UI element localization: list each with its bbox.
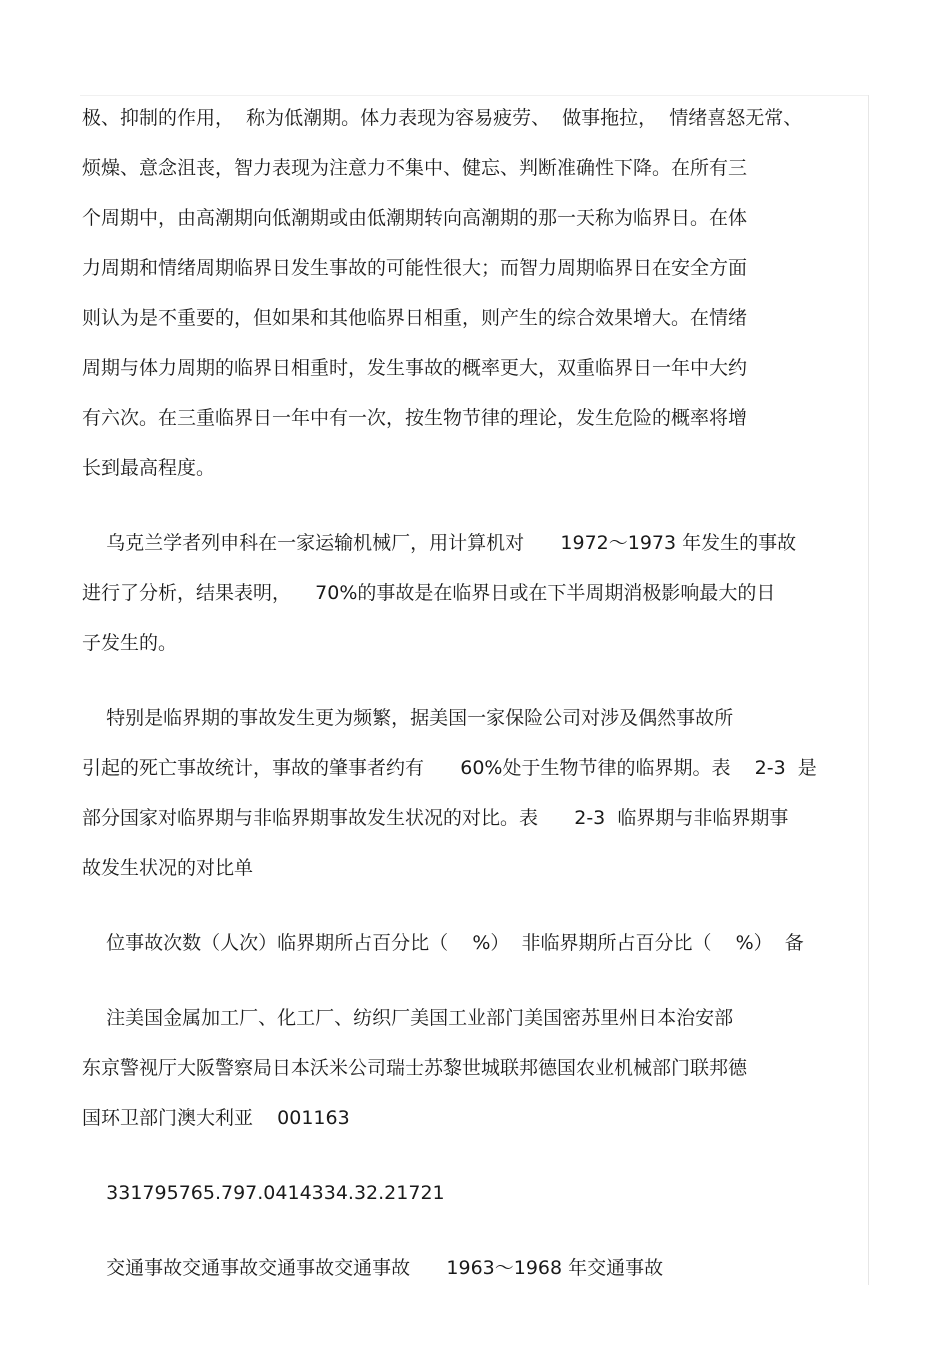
text-line: 位事故次数（人次）临界期所占百分比（ %） 非临界期所占百分比（ %） 备: [82, 932, 804, 954]
text-line: 国环卫部门澳大利亚 001163: [82, 1107, 350, 1129]
text-line: 长到最高程度。: [82, 457, 216, 479]
text-line: 有六次。在三重临界日一年中有一次，按生物节律的理论，发生危险的概率将增: [82, 407, 748, 429]
text-line: 进行了分析，结果表明， 70%的事故是在临界日或在下半周期消极影响最大的日: [82, 582, 776, 604]
text-line: 特别是临界期的事故发生更为频繁，据美国一家保险公司对涉及偶然事故所: [82, 707, 734, 729]
text-line: 331795765.797.0414334.32.21721: [82, 1182, 445, 1204]
text-line: 则认为是不重要的，但如果和其他临界日相重，则产生的综合效果增大。在情绪: [82, 307, 748, 329]
text-line: 个周期中，由高潮期向低潮期或由低潮期转向高潮期的那一天称为临界日。在体: [82, 207, 748, 229]
text-line: 部分国家对临界期与非临界期事故发生状况的对比。表 2-3 临界期与非临界期事: [82, 807, 789, 829]
text-line: 周期与体力周期的临界日相重时，发生事故的概率更大，双重临界日一年中大约: [82, 357, 748, 379]
page-top-edge: [80, 95, 869, 96]
page-right-edge: [868, 95, 869, 1285]
text-line: 极、抑制的作用， 称为低潮期。体力表现为容易疲劳、 做事拖拉， 情绪喜怒无常、: [82, 107, 803, 129]
text-line: 子发生的。: [82, 632, 178, 654]
text-line: 东京警视厅大阪警察局日本沃米公司瑞士苏黎世城联邦德国农业机械部门联邦德: [82, 1057, 748, 1079]
text-line: 烦燥、意念沮丧，智力表现为注意力不集中、健忘、判断准确性下降。在所有三: [82, 157, 748, 179]
text-line: 故发生状况的对比单: [82, 857, 254, 879]
text-line: 注美国金属加工厂、化工厂、纺织厂美国工业部门美国密苏里州日本治安部: [82, 1007, 734, 1029]
text-line: 乌克兰学者列申科在一家运输机械厂，用计算机对 1972～1973 年发生的事故: [82, 532, 797, 554]
text-line: 力周期和情绪周期临界日发生事故的可能性很大；而智力周期临界日在安全方面: [82, 257, 748, 279]
text-line: 引起的死亡事故统计，事故的肇事者约有 60%处于生物节律的临界期。表 2-3 是: [82, 757, 817, 779]
text-line: 交通事故交通事故交通事故交通事故 1963～1968 年交通事故: [82, 1257, 664, 1279]
